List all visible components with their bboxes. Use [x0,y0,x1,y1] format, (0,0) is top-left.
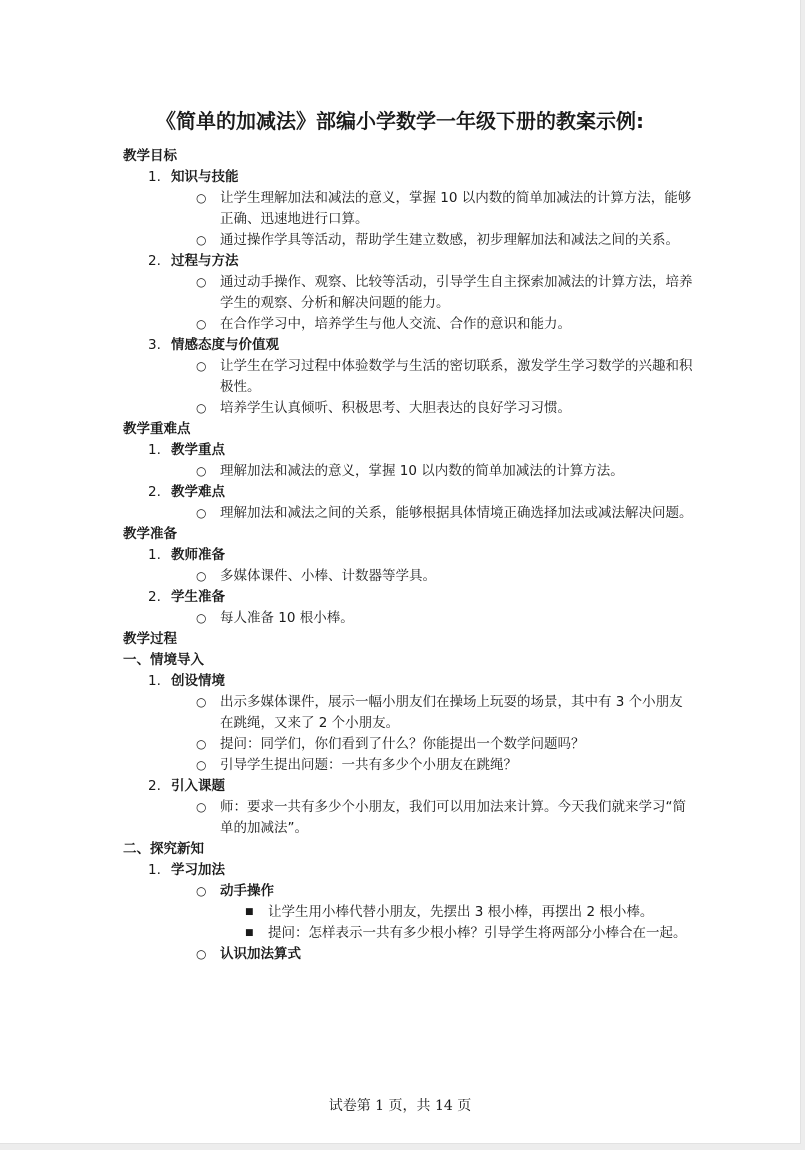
list-item [123,671,693,692]
sub-list-text: 引导学生提出问题：一共有多少个小朋友在跳绳？ [220,757,517,773]
list-item-label: 教学难点 [171,484,225,500]
list-item-label: 教师准备 [171,547,225,563]
sub-list-text: 多媒体课件、小棒、计数器等学具。 [220,568,436,584]
sub-list-text: 在合作学习中，培养学生与他人交流、合作的意识和能力。 [220,316,571,332]
sub-list-item [123,461,693,482]
list-item [123,545,693,566]
list-item-label: 学生准备 [171,589,225,605]
page-footer: 试卷第 1 页，共 14 页 [328,1098,472,1114]
list-number: 2. [148,778,161,794]
list-item-label: 教学重点 [171,442,225,458]
list-item-label: 学习加法 [171,862,225,878]
list-item [123,440,693,461]
hollow-circle-bullet-icon: ○ [196,800,207,814]
sub-list-heading [123,881,693,902]
sub-list-item [123,692,693,734]
sub-list-text: 提问：同学们，你们看到了什么？你能提出一个数学问题吗？ [220,736,585,752]
filled-square-bullet-icon: ■ [245,928,254,938]
sub-list-heading-text: 动手操作 [220,883,274,899]
hollow-circle-bullet-icon: ○ [196,884,207,898]
hollow-circle-bullet-icon: ○ [196,317,207,331]
sub-list-heading [123,944,693,965]
list-number: 1. [148,547,161,563]
section-heading-goals: 教学目标 [123,148,177,164]
list-item-label: 引入课题 [171,778,225,794]
list-item [123,167,693,188]
list-item [123,335,693,356]
list-item-label: 过程与方法 [171,253,239,269]
list-item [123,587,693,608]
nested-list-text: 提问：怎样表示一共有多少根小棒？引导学生将两部分小棒合在一起。 [268,925,687,941]
nested-list-item [123,902,693,923]
filled-square-bullet-icon: ■ [245,907,254,917]
document-body [123,146,693,965]
list-number: 2. [148,253,161,269]
sub-list-text: 每人准备 10 根小棒。 [220,610,354,626]
sub-list-item [123,734,693,755]
sub-list-item [123,566,693,587]
sub-list-text: 让学生在学习过程中体验数学与生活的密切联系，激发学生学习数学的兴趣和积极性。 [220,358,693,395]
sub-list-text: 让学生理解加法和减法的意义，掌握 10 以内数的简单加减法的计算方法，能够正确、迅速地进行口算。 [220,190,692,227]
sub-list-item [123,188,693,230]
hollow-circle-bullet-icon: ○ [196,737,207,751]
hollow-circle-bullet-icon: ○ [196,275,207,289]
sub-list-text: 通过动手操作、观察、比较等活动，引导学生自主探索加减法的计算方法，培养学生的观察、分析和解决问题的能力。 [220,274,693,311]
list-item-label: 情感态度与价值观 [171,337,279,353]
subsection-heading-intro: 一、情境导入 [123,652,204,668]
hollow-circle-bullet-icon: ○ [196,401,207,415]
hollow-circle-bullet-icon: ○ [196,359,207,373]
sub-list-item [123,356,693,398]
sub-list-text: 理解加法和减法之间的关系，能够根据具体情境正确选择加法或减法解决问题。 [220,505,693,521]
list-item-label: 创设情境 [171,673,225,689]
hollow-circle-bullet-icon: ○ [196,506,207,520]
nested-list-text: 让学生用小棒代替小朋友，先摆出 3 根小棒，再摆出 2 根小棒。 [268,904,654,920]
sub-list-text: 理解加法和减法的意义，掌握 10 以内数的简单加减法的计算方法。 [220,463,624,479]
section-heading-prep: 教学准备 [123,526,177,542]
document-title: 《简单的加减法》部编小学数学一年级下册的教案示例: [156,109,644,133]
sub-list-item [123,755,693,776]
sub-list-text: 师：要求一共有多少个小朋友，我们可以用加法来计算。今天我们就来学习“简单的加减法”。 [220,799,686,836]
list-number: 1. [148,673,161,689]
sub-list-item [123,503,693,524]
hollow-circle-bullet-icon: ○ [196,758,207,772]
sub-list-item [123,398,693,419]
sub-list-text: 出示多媒体课件，展示一幅小朋友们在操场上玩耍的场景，其中有 3 个小朋友在跳绳，又来了 2 个小朋友。 [220,694,683,731]
hollow-circle-bullet-icon: ○ [196,947,207,961]
section-heading-keypoints: 教学重难点 [123,421,191,437]
list-item [123,860,693,881]
hollow-circle-bullet-icon: ○ [196,569,207,583]
list-item [123,776,693,797]
nested-list-item [123,923,693,944]
hollow-circle-bullet-icon: ○ [196,695,207,709]
list-number: 1. [148,169,161,185]
hollow-circle-bullet-icon: ○ [196,464,207,478]
sub-list-item [123,230,693,251]
sub-list-text: 培养学生认真倾听、积极思考、大胆表达的良好学习习惯。 [220,400,571,416]
list-number: 1. [148,442,161,458]
sub-list-heading-text: 认识加法算式 [220,946,301,962]
sub-list-item [123,272,693,314]
hollow-circle-bullet-icon: ○ [196,191,207,205]
sub-list-item [123,608,693,629]
list-item [123,482,693,503]
list-number: 3. [148,337,161,353]
list-item-label: 知识与技能 [171,169,239,185]
subsection-heading-explore: 二、探究新知 [123,841,204,857]
sub-list-item [123,314,693,335]
section-heading-process: 教学过程 [123,631,177,647]
list-item [123,251,693,272]
list-number: 1. [148,862,161,878]
hollow-circle-bullet-icon: ○ [196,233,207,247]
list-number: 2. [148,484,161,500]
list-number: 2. [148,589,161,605]
sub-list-item [123,797,693,839]
sub-list-text: 通过操作学具等活动，帮助学生建立数感，初步理解加法和减法之间的关系。 [220,232,679,248]
hollow-circle-bullet-icon: ○ [196,611,207,625]
